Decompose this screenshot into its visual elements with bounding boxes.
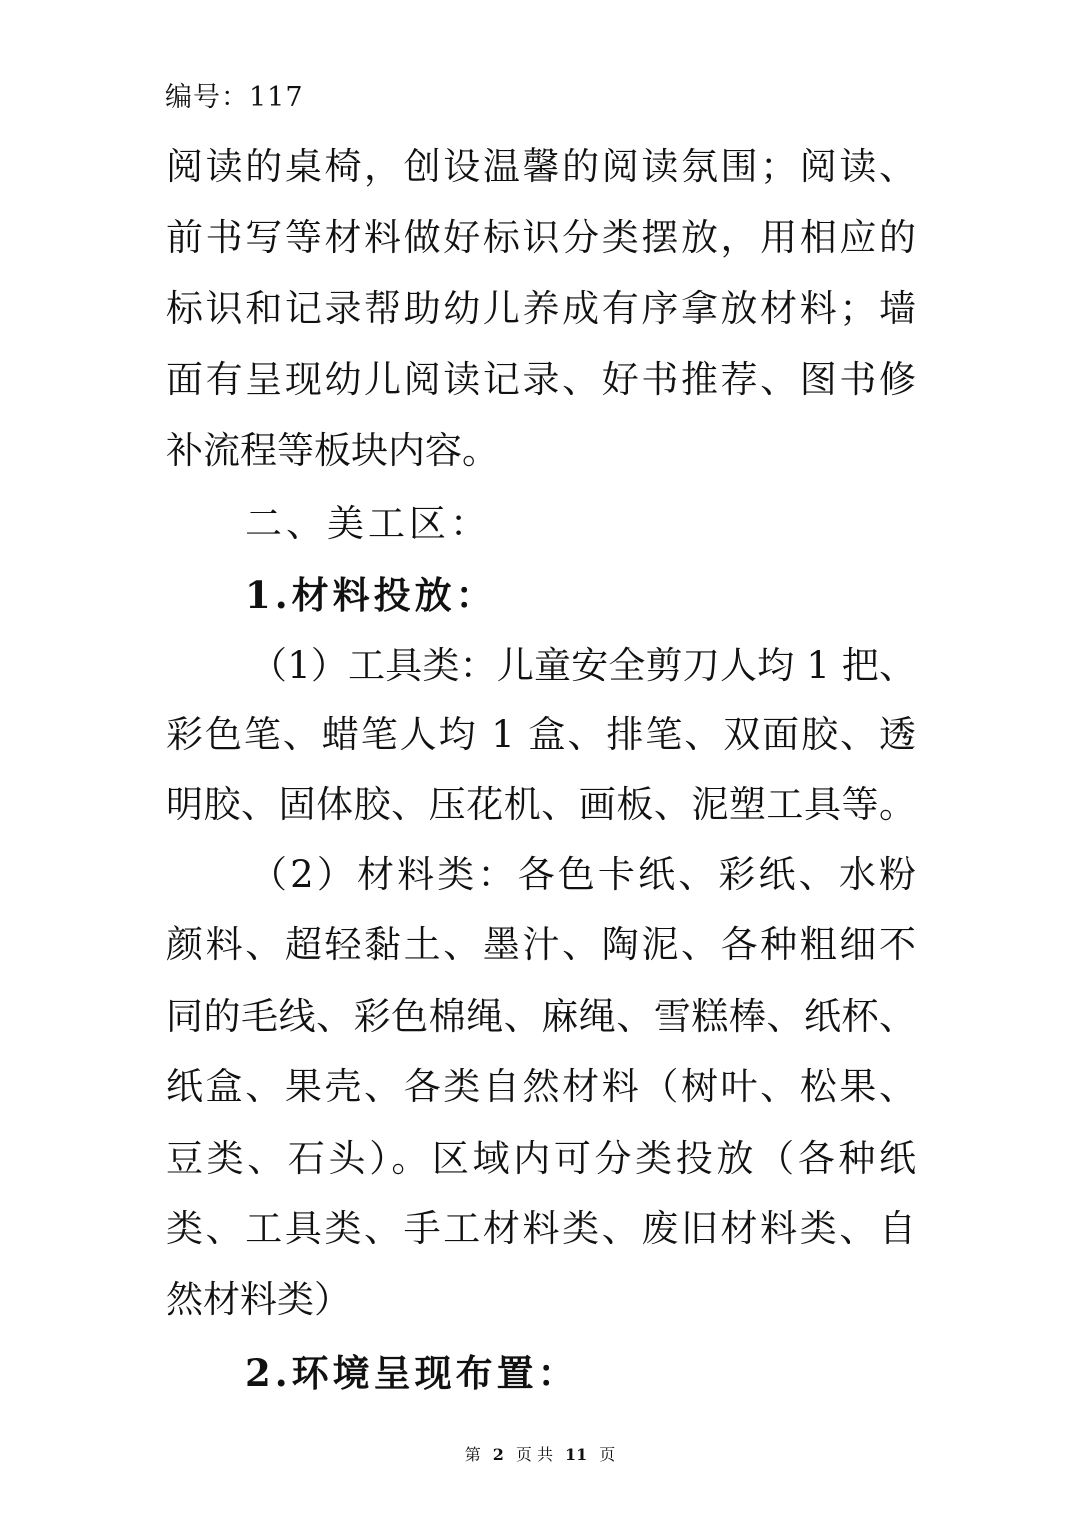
document-number: 编号：117 [165, 82, 304, 113]
paragraph-line: 类、工具类、手工材料类、废旧材料类、自 [166, 1207, 916, 1250]
paragraph-line: 同的毛线、彩色棉绳、麻绳、雪糕棒、纸杯、 [166, 995, 916, 1038]
paragraph-line: 阅读的桌椅，创设温馨的阅读氛围；阅读、 [166, 145, 916, 188]
paragraph-line: 颜料、超轻黏土、墨汁、陶泥、各种粗细不 [166, 923, 916, 966]
footer-total-pages: 11 [564, 1445, 588, 1464]
paragraph-line: 前书写等材料做好标识分类摆放，用相应的 [166, 216, 916, 259]
subheading-material-placement: 1.材料投放： [245, 573, 497, 617]
footer-page-number: 2 [492, 1445, 504, 1464]
paragraph-line: 明胶、固体胶、压花机、画板、泥塑工具等。 [166, 783, 916, 826]
paragraph-line: 补流程等板块内容。 [166, 429, 499, 472]
paragraph-line: （2）材料类：各色卡纸、彩纸、水粉 [250, 853, 916, 896]
footer-suffix: 页 [599, 1445, 616, 1464]
paragraph-line: 豆类、石头）。区域内可分类投放（各种纸 [166, 1137, 916, 1180]
paragraph-line: 彩色笔、蜡笔人均 1 盒、排笔、双面胶、透 [166, 713, 916, 756]
paragraph-line: （1）工具类：儿童安全剪刀人均 1 把、 [250, 644, 916, 687]
page-footer [0, 1444, 1080, 1466]
footer-middle: 页 共 [515, 1445, 553, 1464]
paragraph-line: 面有呈现幼儿阅读记录、好书推荐、图书修 [166, 358, 916, 401]
section-heading: 二、美工区： [245, 502, 491, 545]
paragraph-line: 标识和记录帮助幼儿养成有序拿放材料；墙 [166, 287, 916, 330]
subheading-environment-layout: 2.环境呈现布置： [245, 1351, 579, 1395]
paragraph-line: 纸盒、果壳、各类自然材料（树叶、松果、 [166, 1065, 916, 1108]
footer-prefix: 第 [464, 1445, 481, 1464]
paragraph-line: 然材料类） [166, 1278, 351, 1321]
